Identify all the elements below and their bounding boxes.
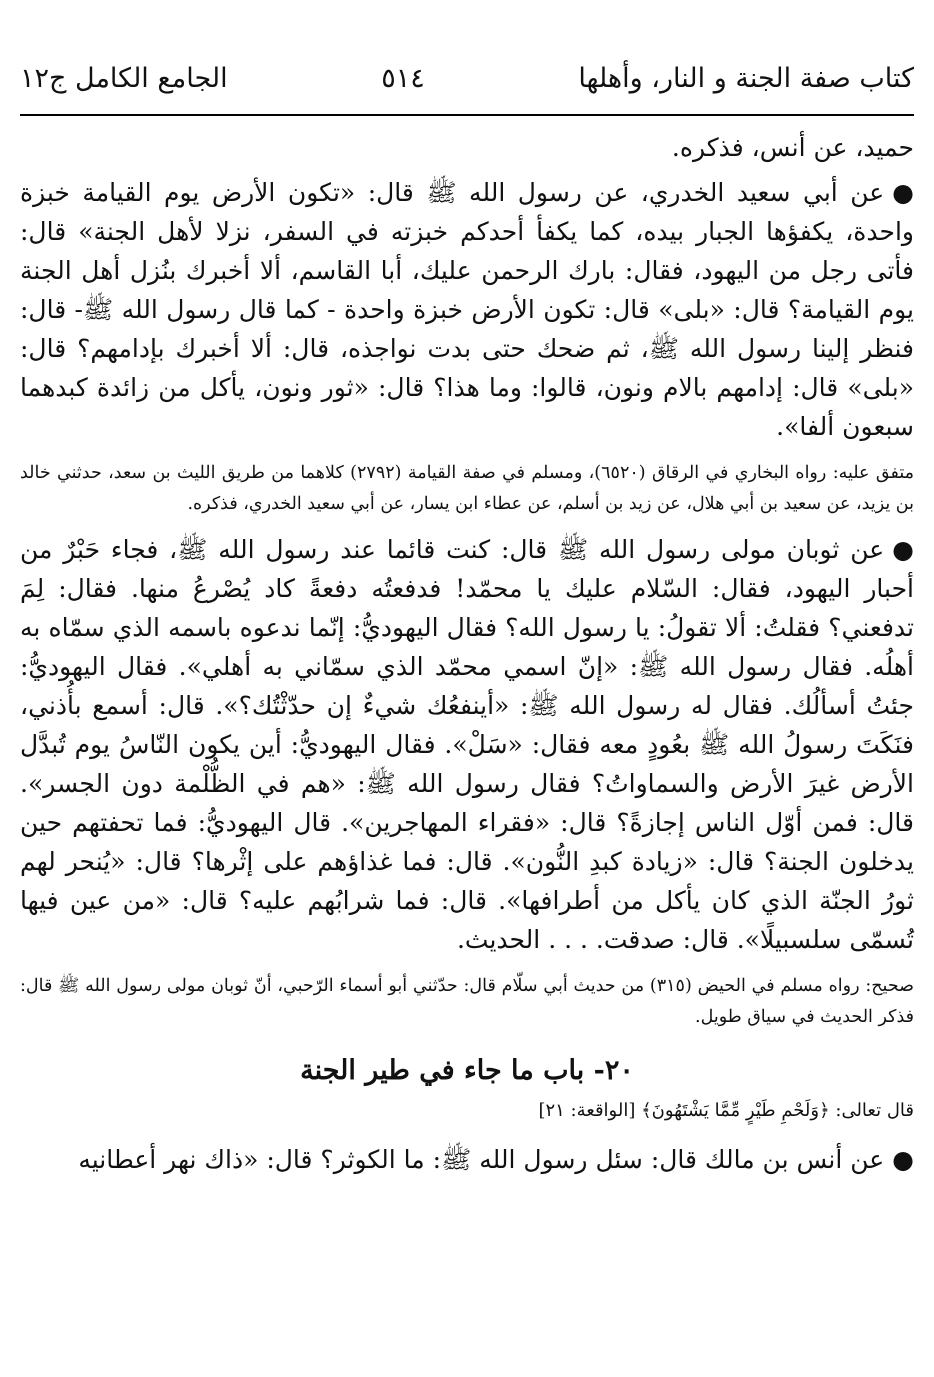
hadith-text-2: عن ثوبان مولى رسول الله ﷺ قال: كنت قائما عند رسول الله ﷺ، فجاء حَبْرٌ من أحبار اليهود، فقال: السّلام عليك يا محمّد! فدفعتُه دفعةً كاد يُصْرعُ منها. فقال: لِمَ تدفعني؟ فقلتُ: ألا تقولُ: يا رسول الله؟ فقال اليهوديُّ: إنّما ندعوه باسمه الذي سمّاه به أهلُه. فقال رسول الله ﷺ: «إنّ اسمي محمّد الذي سمّاني به أهلي». فقال اليهوديُّ: جئتُ أسألُك. فقال له رسول الله ﷺ: «أينفعُك شيءٌ إن حدّثْتُك؟». قال: أسمع بأُذني، فنَكَتَ رسولُ الله ﷺ بعُودٍ معه فقال: «سَلْ». فقال اليهوديُّ: أين يكون النّاسُ يوم تُبدَّل الأرض غيرَ الأرض والسماواتُ؟ فقال رسول الله ﷺ: «هم في الظُّلْمة دون الجسر». قال: فمن أوّل الناس إجازةً؟ قال: «فقراء المهاجرين». قال اليهوديُّ: فما تحفتهم حين يدخلون الجنة؟ قال: «زيادة كبدِ النُّون». قال: فما غذاؤهم على إثْرها؟ قال: «يُنحر لهم ثورُ الجنّة الذي كان يأكل من أطرافها». قال: فما شرابُهم عليه؟ قال: «من عين فيها تُسمّى سلسبيلًا». قال: صدقت. . . . الحديث. [20, 535, 914, 954]
takhrij-note-2: صحيح: رواه مسلم في الحيض (٣١٥) من حديث أبي سلّام قال: حدّثني أبو أسماء الرّحبي، أنّ ثوبان مولى رسول الله ﷺ قال: فذكر الحديث في سياق طويل. [20, 976, 914, 1027]
hadith-paragraph-2 [20, 530, 914, 959]
hadith-paragraph-1 [20, 173, 914, 446]
hadith-text-3: عن أنس بن مالك قال: سئل رسول الله ﷺ: ما الكوثر؟ قال: «ذاك نهر أعطانيه [78, 1145, 885, 1174]
page-header [20, 58, 914, 98]
page-body [20, 128, 914, 1179]
header-rule [20, 114, 914, 116]
hadith-text-1: عن أبي سعيد الخدري، عن رسول الله ﷺ قال: «تكون الأرض يوم القيامة خبزة واحدة، يكفؤها الجبار بيده، كما يكفأ أحدكم خبزته في السفر، نزلا لأهل الجنة» قال: فأتى رجل من اليهود، فقال: بارك الرحمن عليك، أبا القاسم، ألا أخبرك بنُزل أهل الجنة يوم القيامة؟ قال: «بلى» قال: تكون الأرض خبزة واحدة - كما قال رسول الله ﷺ- قال: فنظر إلينا رسول الله ﷺ، ثم ضحك حتى بدت نواجذه، قال: ألا أخبرك بإدامهم؟ قال: «بلى» قال: إدامهم بالام ونون، قالوا: وما هذا؟ قال: «ثور ونون، يأكل من زائدة كبدهما سبعون ألفا». [20, 178, 914, 441]
bullet-icon: ● [892, 1145, 914, 1174]
page-number: ٥١٤ [381, 62, 425, 94]
takhrij-note-1: متفق عليه: رواه البخاري في الرقاق (٦٥٢٠)، ومسلم في صفة القيامة (٢٧٩٢) كلاهما من طريق الليث بن سعد، حدثني خالد بن يزيد، عن سعيد بن أبي هلال، عن زيد بن أسلم، عن عطاء ابن يسار، عن أبي سعيد الخدري، فذكره. [20, 463, 914, 514]
chapter-title: ٢٠- باب ما جاء في طير الجنة [300, 1055, 634, 1086]
header-right-title: كتاب صفة الجنة و النار، وأهلها [578, 62, 914, 94]
bullet-icon: ● [892, 535, 914, 564]
hadith-paragraph-3 [20, 1140, 914, 1179]
continuation-text: حميد، عن أنس، فذكره. [671, 133, 914, 162]
bullet-icon: ● [892, 178, 914, 207]
header-left-title: الجامع الكامل ج١٢ [20, 62, 228, 94]
quran-verse: قال تعالى: ﴿وَلَحْمِ طَيْرٍ مِّمَّا يَشْتَهُونَ﴾ [الواقعة: ٢١] [538, 1100, 914, 1121]
